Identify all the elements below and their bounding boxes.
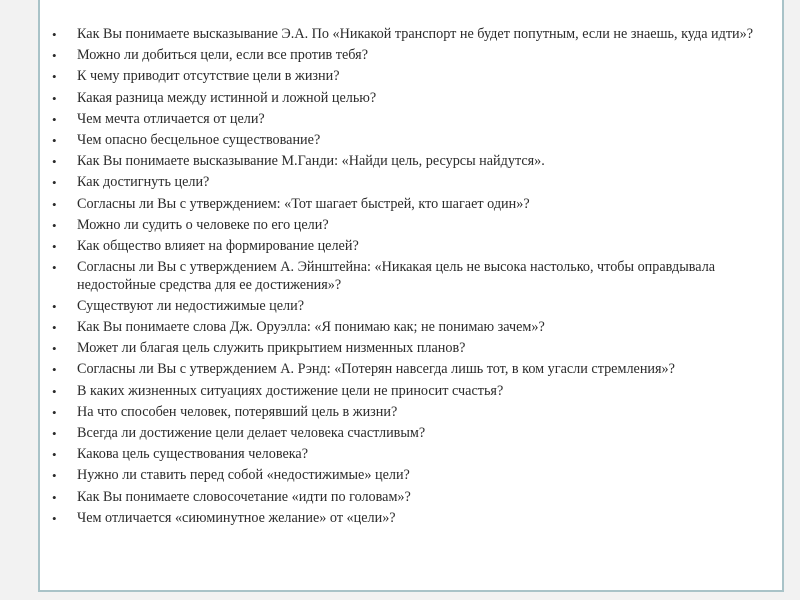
bullet-icon: • xyxy=(52,260,57,276)
question-text: Существуют ли недостижимые цели? xyxy=(77,297,305,314)
question-text: Согласны ли Вы с утверждением А. Эйнштейна: «Никакая цель не высока настолько, чтобы оправдывала недостойные средства для ее достижения»? xyxy=(77,259,716,293)
bullet-icon: • xyxy=(52,175,57,191)
bullet-icon: • xyxy=(52,447,57,463)
list-item xyxy=(52,47,762,65)
question-text: Чем отличается «сиюминутное желание» от «цели»? xyxy=(77,509,396,526)
list-item xyxy=(52,361,762,379)
bullet-icon: • xyxy=(52,298,57,314)
question-text: Чем мечта отличается от цели? xyxy=(77,110,265,127)
list-item xyxy=(52,259,762,294)
bullet-icon: • xyxy=(52,111,57,127)
question-list xyxy=(52,26,762,531)
list-item xyxy=(52,319,762,337)
list-item xyxy=(52,26,762,44)
question-text: Как Вы понимаете слова Дж. Оруэлла: «Я понимаю как; не понимаю зачем»? xyxy=(77,319,545,336)
bullet-icon: • xyxy=(52,154,57,170)
question-text: Можно ли добиться цели, если все против тебя? xyxy=(77,47,368,64)
bullet-icon: • xyxy=(52,217,57,233)
question-text: Нужно ли ставить перед собой «недостижимые» цели? xyxy=(77,467,410,484)
question-text: Какова цель существования человека? xyxy=(77,446,309,463)
question-text: Как общество влияет на формирование целей? xyxy=(77,237,359,254)
list-item xyxy=(52,196,762,214)
list-item xyxy=(52,489,762,507)
list-item xyxy=(52,446,762,464)
bullet-icon: • xyxy=(52,238,57,254)
list-item xyxy=(52,425,762,443)
bullet-icon: • xyxy=(52,383,57,399)
question-text: Согласны ли Вы с утверждением: «Тот шагает быстрей, кто шагает один»? xyxy=(77,195,530,212)
bullet-icon: • xyxy=(52,425,57,441)
question-text: Всегда ли достижение цели делает человека счастливым? xyxy=(77,424,426,441)
bullet-icon: • xyxy=(52,510,57,526)
question-text: Можно ли судить о человеке по его цели? xyxy=(77,216,329,233)
list-item xyxy=(52,111,762,129)
list-item xyxy=(52,383,762,401)
list-item xyxy=(52,217,762,235)
question-text: Чем опасно бесцельное существование? xyxy=(77,131,321,148)
bullet-icon: • xyxy=(52,196,57,212)
bullet-icon: • xyxy=(52,69,57,85)
list-item xyxy=(52,132,762,150)
question-text: Согласны ли Вы с утверждением А. Рэнд: «Потерян навсегда лишь тот, в ком угасли стремления»? xyxy=(77,361,675,378)
bullet-icon: • xyxy=(52,468,57,484)
list-item xyxy=(52,467,762,485)
list-item xyxy=(52,90,762,108)
list-item xyxy=(52,298,762,316)
bullet-icon: • xyxy=(52,48,57,64)
list-item xyxy=(52,174,762,192)
bullet-icon: • xyxy=(52,90,57,106)
question-text: Как Вы понимаете высказывание Э.А. По «Никакой транспорт не будет попутным, если не знаешь, куда идти»? xyxy=(77,26,754,42)
list-item xyxy=(52,68,762,86)
list-item xyxy=(52,404,762,422)
bullet-icon: • xyxy=(52,27,57,42)
list-item xyxy=(52,238,762,256)
bullet-icon: • xyxy=(52,404,57,420)
list-item xyxy=(52,153,762,171)
question-text: На что способен человек, потерявший цель в жизни? xyxy=(77,403,398,420)
bullet-icon: • xyxy=(52,341,57,357)
bullet-icon: • xyxy=(52,489,57,505)
bullet-icon: • xyxy=(52,132,57,148)
question-text: Может ли благая цель служить прикрытием низменных планов? xyxy=(77,340,466,357)
bullet-icon: • xyxy=(52,320,57,336)
question-text: Как достигнуть цели? xyxy=(77,174,210,191)
list-item xyxy=(52,340,762,358)
question-text: Как Вы понимаете словосочетание «идти по головам»? xyxy=(77,488,411,505)
list-item xyxy=(52,510,762,528)
question-text: Какая разница между истинной и ложной целью? xyxy=(77,89,377,106)
bullet-icon: • xyxy=(52,362,57,378)
question-text: Как Вы понимаете высказывание М.Ганди: «Найди цель, ресурсы найдутся». xyxy=(77,153,545,170)
question-text: К чему приводит отсутствие цели в жизни? xyxy=(77,68,340,85)
question-text: В каких жизненных ситуациях достижение цели не приносит счастья? xyxy=(77,382,504,399)
